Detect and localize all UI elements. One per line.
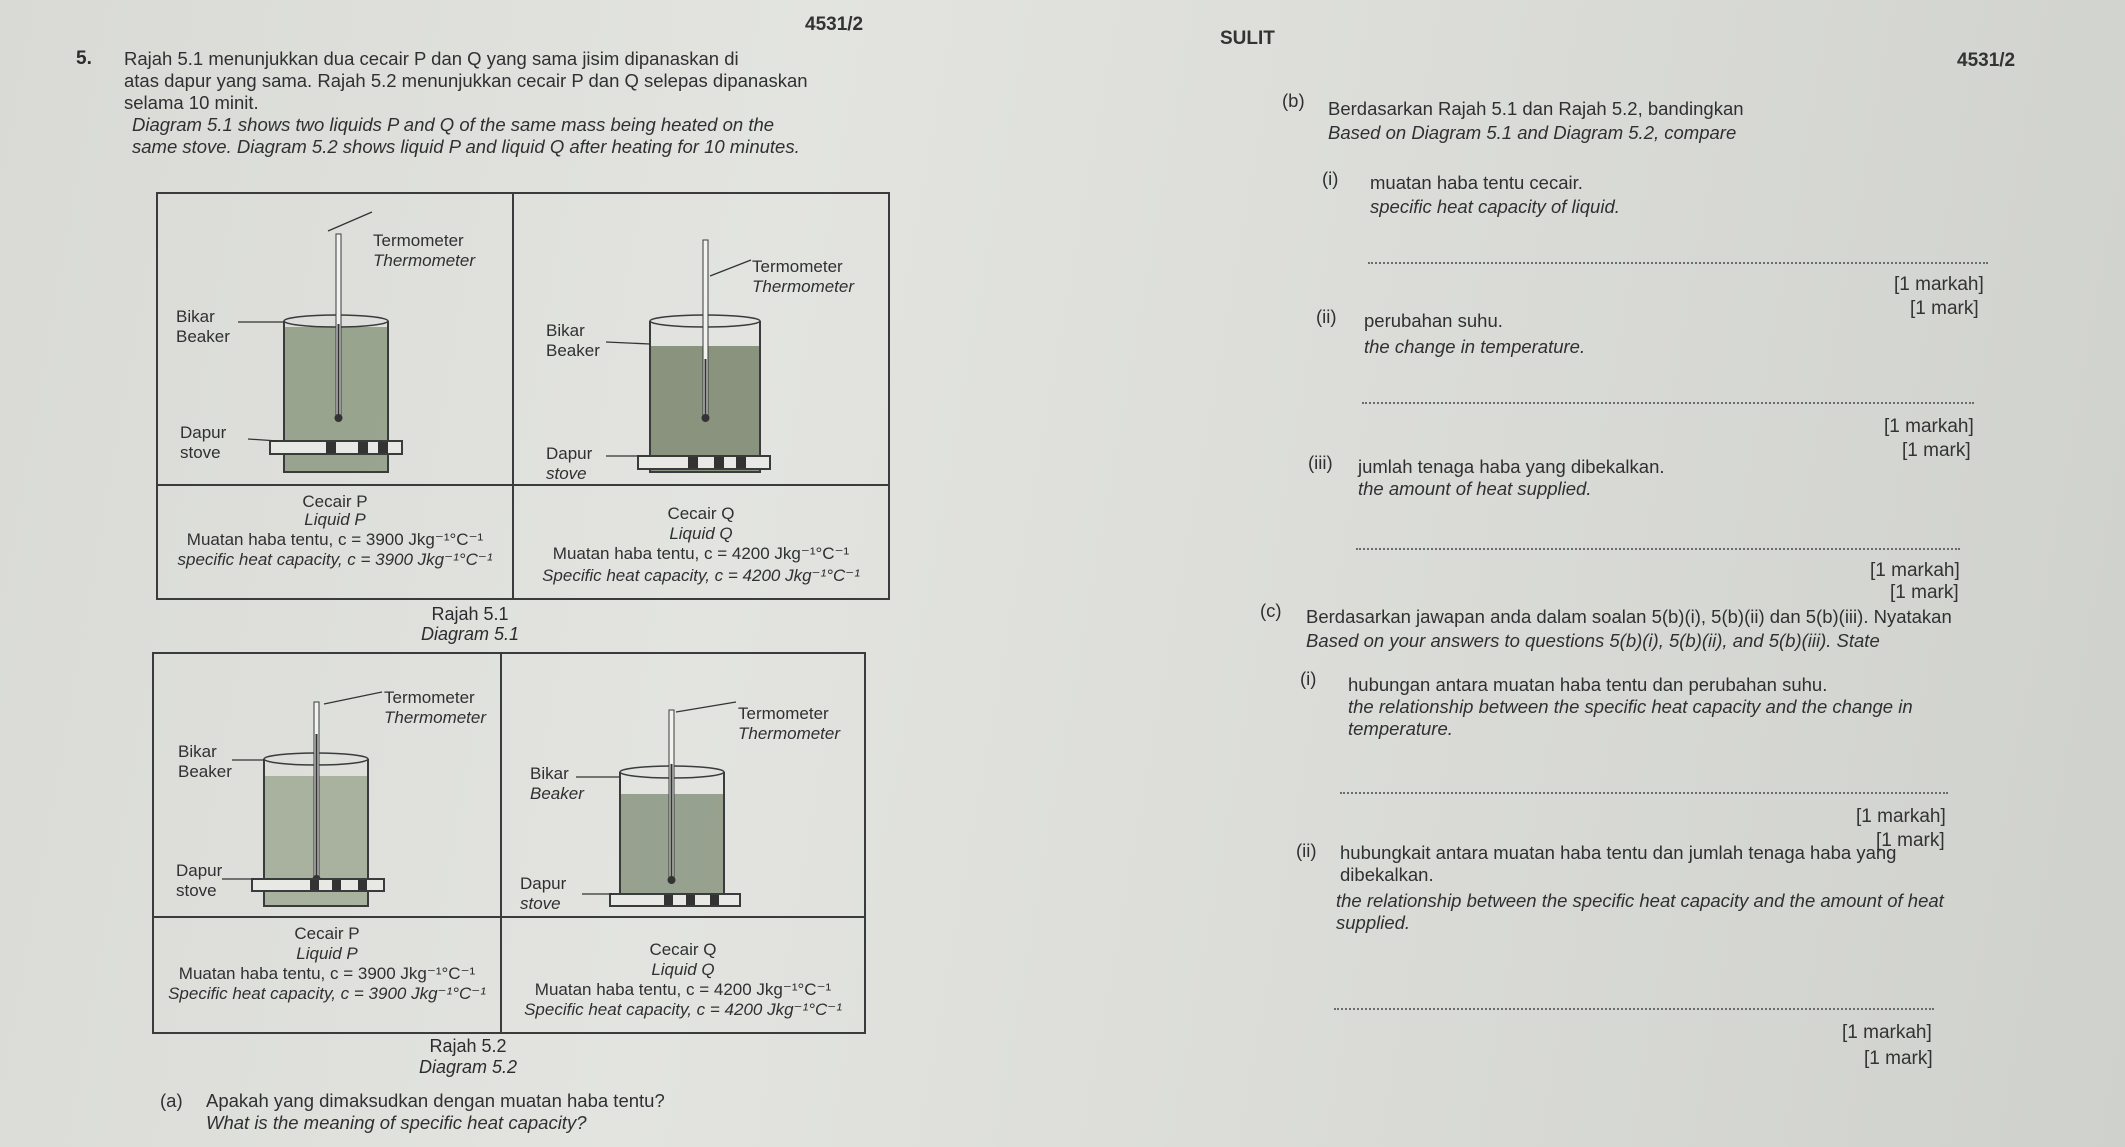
part-b-ms: Berdasarkan Rajah 5.1 dan Rajah 5.2, bandingkan: [1328, 98, 1744, 119]
mark-c-i-en: [1 mark]: [1876, 830, 1945, 851]
answer-line-b-iii[interactable]: [1356, 548, 1960, 550]
mark-c-ii-ms: [1 markah]: [1842, 1022, 1932, 1043]
part-c-i-en-2: temperature.: [1348, 718, 1453, 739]
thermometer-label-ms: Termometer: [752, 257, 843, 276]
shc-p-ms: Muatan haba tentu, c = 3900 Jkg⁻¹°C⁻¹: [186, 530, 484, 549]
part-c-ms: Berdasarkan jawapan anda dalam soalan 5(b)(i), 5(b)(ii) dan 5(b)(iii). Nyatakan: [1306, 606, 1952, 627]
thermometer-icon: [702, 240, 710, 422]
part-c-en: Based on your answers to questions 5(b)(i), 5(b)(ii), and 5(b)(iii). State: [1306, 630, 1880, 651]
beaker-label-en: Beaker: [530, 784, 584, 803]
stove-label-en: stove: [176, 881, 217, 900]
shc-q-en: Specific heat capacity, c = 4200 Jkg⁻¹°C⁻¹: [542, 566, 860, 585]
part-b-i-ms: muatan haba tentu cecair.: [1370, 172, 1583, 193]
part-b-ii-en: the change in temperature.: [1364, 336, 1586, 357]
stove-icon: [252, 879, 384, 891]
beaker-label-en: Beaker: [178, 762, 232, 781]
answer-line-b-i[interactable]: [1368, 262, 1988, 264]
thermometer-label-en: Thermometer: [738, 724, 841, 743]
question-number: 5.: [76, 48, 92, 69]
mark-b-iii-ms: [1 markah]: [1870, 560, 1960, 581]
shc-q-ms: Muatan haba tentu, c = 4200 Jkg⁻¹°C⁻¹: [534, 980, 832, 999]
part-c-i-en-1: the relationship between the specific heat capacity and the change in: [1348, 696, 1913, 717]
part-c-label: (c): [1260, 600, 1282, 621]
thermometer-label-ms: Termometer: [384, 688, 475, 707]
sulit-label: SULIT: [1220, 28, 1275, 49]
diagram-5-1-caption-en: Diagram 5.1: [420, 624, 520, 644]
diagram-5-2: [152, 652, 866, 1034]
thermometer-icon: [313, 702, 321, 883]
part-c-i-label: (i): [1300, 668, 1317, 689]
shc-p-en: specific heat capacity, c = 3900 Jkg⁻¹°C⁻¹: [177, 550, 493, 569]
part-c-ii-label: (ii): [1296, 840, 1317, 861]
answer-line-c-ii[interactable]: [1334, 1008, 1934, 1010]
mark-b-ii-ms: [1 markah]: [1884, 416, 1974, 437]
beaker-label-en: Beaker: [546, 341, 600, 360]
thermometer-label-en: Thermometer: [384, 708, 487, 727]
mark-b-iii-en: [1 mark]: [1890, 582, 1959, 603]
mark-c-ii-en: [1 mark]: [1864, 1048, 1933, 1069]
liquid-p-label-en: Liquid P: [296, 944, 358, 963]
intro-en-line-2: same stove. Diagram 5.2 shows liquid P and liquid Q after heating for 10 minutes.: [132, 136, 800, 157]
part-b-iii-en: the amount of heat supplied.: [1358, 478, 1592, 499]
answer-line-b-ii[interactable]: [1362, 402, 1974, 404]
part-a-label: (a): [160, 1090, 183, 1111]
beaker-label-ms: Bikar: [530, 764, 569, 783]
intro-ms-line-3: selama 10 minit.: [124, 92, 259, 113]
beaker-label-ms: Bikar: [178, 742, 217, 761]
thermometer-icon: [668, 710, 676, 884]
diagram-5-2-caption-en: Diagram 5.2: [418, 1057, 518, 1077]
stove-label-ms: Dapur: [520, 874, 567, 893]
stove-icon: [610, 894, 740, 906]
mark-b-ii-en: [1 mark]: [1902, 440, 1971, 461]
stove-label-en: stove: [520, 894, 561, 913]
part-b-ii-ms: perubahan suhu.: [1364, 310, 1503, 331]
intro-ms-line-2: atas dapur yang sama. Rajah 5.2 menunjukkan cecair P dan Q selepas dipanaskan: [124, 70, 808, 91]
liquid-q-label-ms: Cecair Q: [667, 504, 735, 523]
stove-label-en: stove: [180, 443, 221, 462]
part-b-iii-ms: jumlah tenaga haba yang dibekalkan.: [1358, 456, 1665, 477]
liquid-q-label-en: Liquid Q: [651, 960, 715, 979]
thermometer-label-en: Thermometer: [752, 277, 855, 296]
shc-q-ms: Muatan haba tentu, c = 4200 Jkg⁻¹°C⁻¹: [552, 544, 850, 563]
part-c-i-ms: hubungan antara muatan haba tentu dan perubahan suhu.: [1348, 674, 1828, 695]
stove-label-en: stove: [546, 464, 587, 483]
liquid-p-label-ms: Cecair P: [302, 492, 368, 511]
stove-icon: [638, 456, 770, 469]
diagram-5-1-caption-ms: Rajah 5.1: [431, 604, 509, 624]
shc-p-ms: Muatan haba tentu, c = 3900 Jkg⁻¹°C⁻¹: [178, 964, 476, 983]
part-b-label: (b): [1282, 90, 1305, 111]
mark-b-i-ms: [1 markah]: [1894, 274, 1984, 295]
thermometer-label-ms: Termometer: [738, 704, 829, 723]
part-b-ii-label: (ii): [1316, 306, 1337, 327]
beaker-label-en: Beaker: [176, 327, 230, 346]
diagram-5-2-drawing: [154, 654, 864, 918]
part-a-en: What is the meaning of specific heat capacity?: [206, 1112, 587, 1133]
diagram-5-2-caption-ms: Rajah 5.2: [429, 1036, 507, 1056]
stove-icon: [270, 441, 402, 454]
part-c-ii-ms-2: dibekalkan.: [1340, 864, 1434, 885]
liquid-p-label-ms: Cecair P: [294, 924, 360, 943]
intro-en-line-1: Diagram 5.1 shows two liquids P and Q of the same mass being heated on the: [132, 114, 775, 135]
part-a-ms: Apakah yang dimaksudkan dengan muatan haba tentu?: [206, 1090, 665, 1111]
mark-b-i-en: [1 mark]: [1910, 298, 1979, 319]
liquid-q-label-ms: Cecair Q: [649, 940, 717, 959]
beaker-label-ms: Bikar: [546, 321, 585, 340]
thermometer-label-en: Thermometer: [373, 251, 476, 270]
stove-label-ms: Dapur: [176, 861, 223, 880]
part-c-ii-ms-1: hubungkait antara muatan haba tentu dan jumlah tenaga haba yang: [1340, 842, 1897, 863]
thermometer-icon: [335, 234, 343, 422]
liquid-p-label-en: Liquid P: [304, 510, 366, 529]
mark-c-i-ms: [1 markah]: [1856, 806, 1946, 827]
diagram-5-1-drawing: [158, 194, 888, 486]
part-b-i-en: specific heat capacity of liquid.: [1370, 196, 1620, 217]
shc-p-en: Specific heat capacity, c = 3900 Jkg⁻¹°C⁻¹: [168, 984, 486, 1003]
diagram-5-1: [156, 192, 890, 600]
stove-label-ms: Dapur: [180, 423, 227, 442]
intro-ms-line-1: Rajah 5.1 menunjukkan dua cecair P dan Q yang sama jisim dipanaskan di: [124, 48, 739, 69]
part-b-iii-label: (iii): [1308, 452, 1333, 473]
part-c-ii-en-2: supplied.: [1336, 912, 1411, 933]
stove-label-ms: Dapur: [546, 444, 593, 463]
liquid-q-label-en: Liquid Q: [669, 524, 733, 543]
thermometer-label-ms: Termometer: [373, 231, 464, 250]
part-c-ii-en-1: the relationship between the specific heat capacity and the amount of heat: [1336, 890, 1944, 911]
shc-q-en: Specific heat capacity, c = 4200 Jkg⁻¹°C⁻¹: [524, 1000, 842, 1019]
beaker-label-ms: Bikar: [176, 307, 215, 326]
paper-code-left: 4531/2: [805, 14, 864, 35]
paper-code-right: 4531/2: [1957, 50, 2016, 71]
part-b-en: Based on Diagram 5.1 and Diagram 5.2, compare: [1328, 122, 1737, 143]
answer-line-c-i[interactable]: [1340, 792, 1948, 794]
part-b-i-label: (i): [1322, 168, 1339, 189]
